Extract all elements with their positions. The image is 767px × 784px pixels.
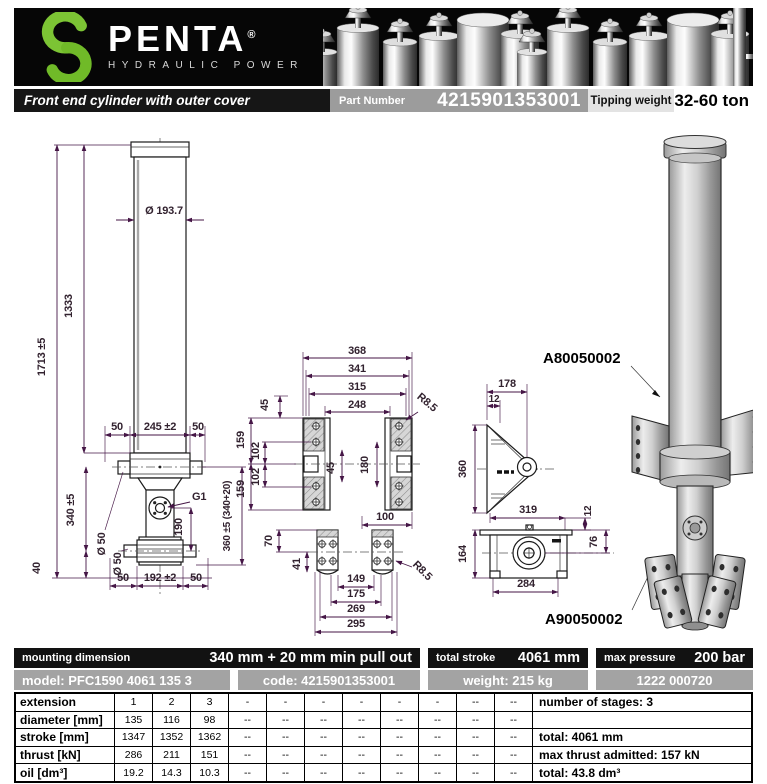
spec-row-note: max thrust admitted: 157 kN (533, 746, 753, 764)
dim-hole-half-bottom: 102 (250, 468, 262, 486)
spec-cell-value: -- (229, 729, 267, 747)
spec-row-note: total: 4061 mm (533, 729, 753, 747)
spec-cell-value: 211 (153, 746, 191, 764)
spec-cell-value: -- (419, 711, 457, 729)
spec-cell-value: 19.2 (115, 764, 153, 782)
spec-cell-value: -- (381, 746, 419, 764)
part-label-a80050002: A80050002 (543, 350, 621, 367)
spec-cell-value: -- (457, 729, 495, 747)
spec-cell-value: -- (305, 711, 343, 729)
spec-cell-value: - (267, 693, 305, 711)
dim-top-left-pin: 50 (111, 421, 123, 433)
spec-table (14, 692, 753, 783)
penta-logo-icon (30, 12, 102, 82)
dim-bracket-width-3: 315 (348, 381, 366, 393)
dim-port-height: 190 (173, 518, 185, 536)
foot-bracket-drawing (457, 504, 654, 628)
spec-row-note: number of stages: 3 (533, 693, 753, 711)
spec-cell-value: -- (229, 746, 267, 764)
dim-corner-radius-lower: R8.5 (409, 558, 435, 584)
header-bar (14, 8, 753, 86)
spec-cell-value: - (229, 693, 267, 711)
model-value: model: PFC1590 4061 135 3 (14, 670, 230, 690)
spec-cell-value: -- (267, 764, 305, 782)
spec-cell-value: 1362 (191, 729, 229, 747)
spec-row-label: thrust [kN] (15, 746, 115, 764)
spec-cell-value: 1347 (115, 729, 153, 747)
brand-tagline: HYDRAULIC POWER (108, 60, 304, 71)
upper-bracket-plan-drawing (235, 345, 439, 529)
spec-cell-value: -- (381, 711, 419, 729)
dim-tube-diameter: Ø 193.7 (145, 205, 183, 217)
dim-top-center: 245 ±2 (143, 421, 177, 433)
dim-foot-width-3: 269 (347, 603, 365, 615)
part-label-a90050002: A90050002 (545, 611, 623, 628)
max-pressure-value: 200 bar (694, 650, 745, 666)
spec-cell-value: - (305, 693, 343, 711)
spec-row (15, 693, 752, 711)
dim-side-height: 360 (457, 460, 469, 478)
spec-cell-value: -- (229, 711, 267, 729)
dim-foot-offset-12: 12 (583, 505, 594, 517)
spec-cell-value: 1 (115, 693, 153, 711)
front-view-drawing (31, 138, 246, 596)
registered-mark: ® (247, 29, 256, 41)
dim-half-height-bottom: 159 (235, 480, 247, 498)
spec-cell-value: -- (267, 746, 305, 764)
brand-block (108, 16, 304, 71)
tipping-weight-value: 32-60 ton (674, 89, 753, 112)
spec-row-label: oil [dm³] (15, 764, 115, 782)
dim-bracket-width-4: 248 (348, 399, 366, 411)
brand-name: PENTA® (108, 18, 256, 59)
spec-cell-value: -- (419, 764, 457, 782)
spec-row-note: total: 43.8 dm³ (533, 764, 753, 782)
spec-row-label: diameter [mm] (15, 711, 115, 729)
spec-cell-value: -- (267, 729, 305, 747)
dim-bottom-left-pin: 50 (117, 572, 129, 584)
spec-row-note (533, 711, 753, 729)
dim-foot-width-1: 149 (347, 573, 365, 585)
spec-cell-value: -- (305, 746, 343, 764)
tipping-weight-label: Tipping weight (588, 89, 674, 112)
spec-cell-value: -- (419, 729, 457, 747)
spec-cell-value: 98 (191, 711, 229, 729)
dim-foot-width-bottom: 284 (517, 578, 535, 590)
spec-table-body (15, 693, 752, 782)
spec-cell-value: -- (419, 746, 457, 764)
spec-row (15, 764, 752, 782)
spec-row (15, 729, 752, 747)
info-bar-primary (14, 648, 753, 668)
spec-cell-value: -- (381, 764, 419, 782)
spec-cell-value: 14.3 (153, 764, 191, 782)
dim-pin-diameter-bottom: Ø 50 (112, 552, 124, 576)
spec-cell-value: -- (495, 729, 533, 747)
dim-hole-offset-top: 45 (259, 399, 271, 411)
mounting-dimension-segment (14, 648, 420, 668)
part-number-label: Part Number (330, 89, 430, 112)
technical-drawing (14, 120, 753, 645)
spec-cell-value: 2 (153, 693, 191, 711)
spec-cell-value: 1352 (153, 729, 191, 747)
spec-cell-value: 116 (153, 711, 191, 729)
spec-cell-value: -- (343, 711, 381, 729)
spec-cell-value: -- (229, 764, 267, 782)
dim-pad-lower: 41 (291, 558, 303, 570)
dim-bracket-width-2: 341 (348, 363, 366, 375)
mounting-dimension-label: mounting dimension (22, 652, 131, 664)
product-title: Front end cylinder with outer cover (14, 89, 330, 112)
code-value: code: 4215901353001 (238, 670, 420, 690)
lower-bracket-plan-drawing (263, 530, 434, 636)
dim-foot-width-top: 319 (519, 504, 537, 516)
spec-row-label: stroke [mm] (15, 729, 115, 747)
cylinder-3d-render (632, 136, 753, 631)
dim-pin-diameter-top: Ø 50 (96, 532, 108, 556)
spec-row (15, 746, 752, 764)
spec-cell-value: 286 (115, 746, 153, 764)
dim-foot-width-2: 175 (347, 588, 365, 600)
dim-hole-offset-mid: 45 (325, 462, 337, 474)
spec-cell-value: 3 (191, 693, 229, 711)
dim-hole-half-top: 102 (250, 442, 262, 460)
spec-row (15, 711, 752, 729)
dim-total-height: 1713 ±5 (36, 337, 48, 377)
dim-hole-spacing: 180 (359, 456, 371, 474)
part-number-value: 4215901353001 (430, 89, 588, 112)
dim-half-height-top: 159 (235, 431, 247, 449)
info-bar-secondary (14, 670, 753, 690)
total-stroke-label: total stroke (436, 652, 496, 664)
dim-foot-height: 164 (457, 545, 469, 563)
dim-top-right-pin: 50 (192, 421, 204, 433)
dim-base-height: 40 (31, 562, 43, 574)
spec-cell-value: -- (457, 711, 495, 729)
spec-cell-value: -- (495, 746, 533, 764)
spec-cell-value: -- (457, 746, 495, 764)
max-pressure-label: max pressure (604, 652, 676, 664)
spec-row-label: extension (15, 693, 115, 711)
spec-cell-value: -- (267, 711, 305, 729)
spec-cell-value: -- (343, 764, 381, 782)
total-stroke-value: 4061 mm (517, 650, 580, 666)
dim-side-width: 178 (498, 378, 516, 390)
dim-bottom-right-pin: 50 (190, 572, 202, 584)
dim-corner-radius-upper: R8.5 (414, 390, 440, 415)
dim-pull-out: 360 ±5 (340+20) (222, 480, 233, 552)
dim-tube-height: 1333 (63, 294, 75, 318)
spec-cell-value: - (381, 693, 419, 711)
spec-cell-value: 151 (191, 746, 229, 764)
reference-number: 1222 000720 (596, 670, 753, 690)
mounting-dimension-value: 340 mm + 20 mm min pull out (209, 650, 412, 666)
spec-cell-value: -- (495, 693, 533, 711)
dim-foot-center-height: 76 (588, 536, 600, 548)
dim-bracket-width-1: 368 (348, 345, 366, 357)
side-bracket-drawing (457, 350, 660, 513)
spec-cell-value: 10.3 (191, 764, 229, 782)
spec-cell-value: -- (457, 764, 495, 782)
total-stroke-segment (428, 648, 588, 668)
dim-pad-height: 70 (263, 535, 275, 547)
spec-cell-value: -- (343, 746, 381, 764)
spec-cell-value: - (343, 693, 381, 711)
dim-plate-thickness: 12 (488, 394, 500, 405)
dim-mount-distance: 340 ±5 (65, 493, 77, 527)
dim-port-thread: G1 (192, 491, 207, 503)
weight-value: weight: 215 kg (428, 670, 588, 690)
spec-cell-value: -- (305, 729, 343, 747)
dim-bottom-center: 192 ±2 (143, 572, 177, 584)
spec-cell-value: -- (457, 693, 495, 711)
dim-foot-offset: 100 (376, 511, 394, 523)
spec-cell-value: -- (495, 764, 533, 782)
max-pressure-segment (596, 648, 753, 668)
cylinder-photo-montage (323, 8, 753, 86)
dim-foot-width-4: 295 (347, 618, 365, 630)
title-bar (14, 89, 753, 112)
spec-cell-value: -- (381, 729, 419, 747)
spec-cell-value: -- (305, 764, 343, 782)
spec-cell-value: 135 (115, 711, 153, 729)
spec-cell-value: -- (343, 729, 381, 747)
spec-cell-value: -- (495, 711, 533, 729)
spec-cell-value: - (419, 693, 457, 711)
